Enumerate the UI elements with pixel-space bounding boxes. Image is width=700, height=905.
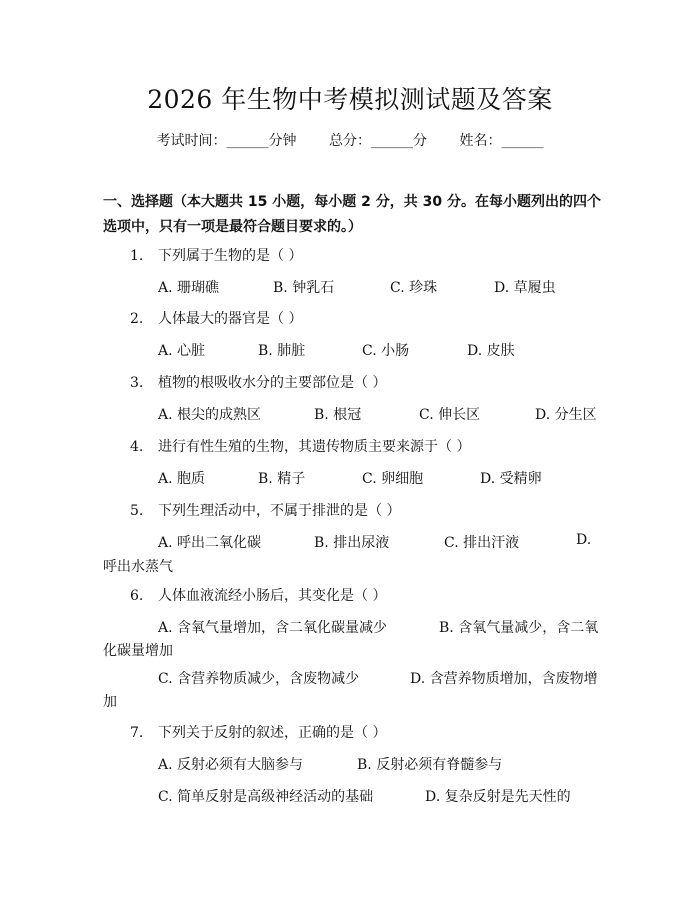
total-score-field[interactable]: 总分：______分 — [329, 133, 427, 149]
student-name-field[interactable]: 姓名：______ — [459, 133, 544, 149]
option-c[interactable]: C. 伸长区 — [419, 407, 481, 423]
option-d[interactable]: D. 含营养物质增加，含废物增 — [410, 671, 598, 687]
question-7 — [130, 722, 386, 742]
option-d[interactable]: D. 草履虫 — [494, 280, 556, 296]
question-7-options-row-2 — [158, 786, 603, 806]
option-b[interactable]: B. 钟乳石 — [273, 280, 335, 296]
option-b[interactable]: B. 精子 — [258, 471, 306, 487]
option-b[interactable]: B. 含氧气量减少，含二氧 — [439, 620, 599, 636]
question-6 — [130, 585, 386, 605]
question-6-options-row-1 — [158, 617, 603, 637]
question-number: 2. — [130, 311, 144, 327]
option-c[interactable]: C. 卵细胞 — [362, 471, 424, 487]
question-2 — [130, 308, 302, 328]
question-number: 4. — [130, 439, 144, 455]
option-d[interactable]: D. 分生区 — [535, 407, 597, 423]
question-text: 植物的根吸收水分的主要部位是（ ） — [158, 375, 387, 391]
option-c[interactable]: C. 简单反射是高级神经活动的基础 — [158, 789, 374, 805]
question-3 — [130, 372, 386, 392]
question-4-options — [158, 468, 598, 488]
option-d[interactable]: D. 皮肤 — [467, 343, 515, 359]
question-5 — [130, 500, 400, 520]
question-3-options — [158, 404, 603, 424]
question-number: 1. — [130, 248, 144, 264]
section-heading: 一、选择题（本大题共 15 小题，每小题 2 分，共 30 分。在每小题列出的四个选项中，只有一项是最符合题目要求的。） — [103, 194, 601, 235]
option-d[interactable]: D. — [576, 532, 592, 548]
option-a[interactable]: A. 心脏 — [158, 343, 206, 359]
option-a[interactable]: A. 根尖的成熟区 — [158, 407, 262, 423]
option-c[interactable]: C. 含营养物质减少，含废物减少 — [158, 671, 360, 687]
option-b[interactable]: B. 根冠 — [314, 407, 362, 423]
question-text: 进行有性生殖的生物，其遗传物质主要来源于（ ） — [158, 439, 471, 455]
option-b-continued: 化碳量增加 — [103, 643, 173, 659]
question-number: 6. — [130, 588, 144, 604]
question-1 — [130, 245, 302, 265]
question-6-options-row-2 — [158, 668, 603, 688]
question-4 — [130, 436, 470, 456]
option-b[interactable]: B. 肺脏 — [258, 343, 306, 359]
question-text: 下列生理活动中，不属于排泄的是（ ） — [158, 503, 401, 519]
option-d-continued: 呼出水蒸气 — [103, 559, 173, 575]
option-a[interactable]: A. 呼出二氧化碳 — [158, 535, 262, 551]
option-d-continued: 加 — [103, 694, 117, 710]
option-d[interactable]: D. 受精卵 — [480, 471, 542, 487]
option-c[interactable]: C. 珍珠 — [390, 280, 438, 296]
option-a[interactable]: A. 珊瑚礁 — [158, 280, 220, 296]
question-text: 下列关于反射的叙述，正确的是（ ） — [158, 725, 387, 741]
question-1-options — [158, 277, 598, 297]
question-number: 7. — [130, 725, 144, 741]
option-d[interactable]: D. 复杂反射是先天性的 — [425, 789, 571, 805]
option-c[interactable]: C. 小肠 — [362, 343, 410, 359]
question-number: 5. — [130, 503, 144, 519]
question-number: 3. — [130, 375, 144, 391]
option-a[interactable]: A. 含氧气量增加，含二氧化碳量减少 — [158, 620, 388, 636]
option-a[interactable]: A. 反射必须有大脑参与 — [158, 757, 304, 773]
question-text: 人体最大的器官是（ ） — [158, 311, 303, 327]
question-5-options — [158, 532, 603, 552]
option-b[interactable]: B. 排出尿液 — [314, 535, 390, 551]
option-a[interactable]: A. 胞质 — [158, 471, 206, 487]
question-7-options-row-1 — [158, 754, 603, 774]
question-text: 人体血液流经小肠后，其变化是（ ） — [158, 588, 387, 604]
page-title: 2026 年生物中考模拟测试题及答案 — [147, 85, 553, 114]
option-c[interactable]: C. 排出汗液 — [444, 535, 520, 551]
option-b[interactable]: B. 反射必须有脊髓参与 — [357, 757, 503, 773]
question-2-options — [158, 340, 598, 360]
exam-info — [0, 130, 700, 150]
question-text: 下列属于生物的是（ ） — [158, 248, 303, 264]
exam-time-field[interactable]: 考试时间：______分钟 — [156, 133, 297, 149]
